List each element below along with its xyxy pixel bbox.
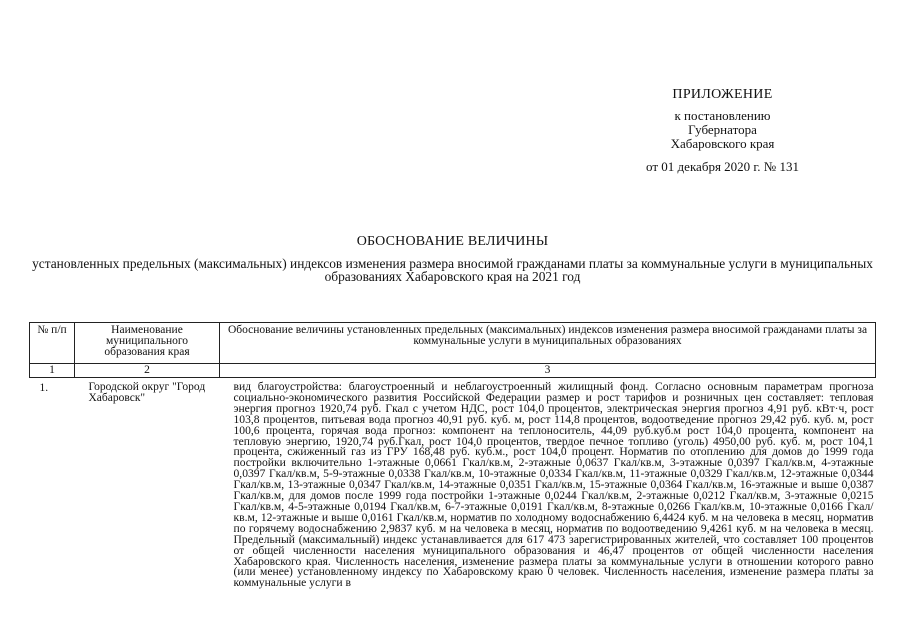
justification-table bbox=[29, 322, 876, 590]
document-heading: ОБОСНОВАНИЕ ВЕЛИЧИНЫ bbox=[356, 234, 549, 249]
column-number-3: 3 bbox=[220, 364, 876, 378]
column-number-1: 1 bbox=[30, 364, 75, 378]
row-number: 1. bbox=[39, 382, 49, 394]
column-number-2: 2 bbox=[75, 364, 220, 378]
table-header-row bbox=[30, 323, 876, 364]
appendix-line-region: Хабаровского края bbox=[670, 136, 775, 151]
appendix-block bbox=[600, 88, 845, 174]
header-number: № п/п bbox=[30, 323, 75, 364]
document-subheading: установленных предельных (максимальных) индексов изменения размера вносимой гражданами платы за коммунальные услуги в муниципальных образованиях Хабаровского края на 2021 год bbox=[32, 256, 873, 284]
row-justification-text: вид благоустройства: благоустроенный и неблагоустроенный жилищный фонд. Согласно основным параметрам прогноза социально-экономического развития Российской Федерации размер и рост тарифов и розничных цен составляет: тепловая энергия прогноз 1920,74 руб. Гкал с учетом НДС, рост 104,0 процентов, электрическая энергия прогноз 4,91 руб. кВт·ч, рост 103,8 процентов, питьевая вода прогноз 40,91 руб. куб. м, рост 114,8 процентов, водоотведение прогноз 29,42 руб. куб. м, рост 100,6 процента, горячая вода прогноз: компонент на теплоноситель, 44,09 руб.куб.м рост 104,0 процента, компонент на тепловую энергию, 1920,74 руб.Гкал, рост 104,0 процентов, твердое печное топливо (уголь) 4950,00 руб. куб. м, рост 104,1 процента, сжиженный газ из ГРУ 168,48 руб. куб.м., рост 104,0 процент. Норматив по отоплению для домов до 1999 года постройки включительно 1-этажные 0,0661 Гкал/кв.м, 2-этажные 0,0637 Гкал/кв.м, 3-этажные 0,0397 Гкал/кв.м, 4-этажные 0,0397 Гкал/кв.м, 5-9-этажные 0,0338 Гкал/кв.м, 10-этажные 0,0334 Гкал/кв.м, 11-этажные 0,0329 Гкал/кв.м, 12-этажные 0,0344 Гкал/кв.м, 13-этажные 0,0347 Гкал/кв.м, 14-этажные 0,0351 Гкал/кв.м, 15-этажные 0,0364 Гкал/кв.м, 16-этажные и выше 0,0387 Гкал/кв.м, для домов после 1999 года постройки 1-этажные 0,0244 Гкал/кв.м, 2-этажные 0,0212 Гкал/кв.м, 3-этажные 0,0215 Гкал/кв.м, 4-5-этажные 0,0194 Гкал/кв.м, 6-7-этажные 0,0191 Гкал/кв.м, 8-этажные 0,0266 Гкал/кв.м, 10-этажные 0,0166 Гкал/кв.м, 12-этажные и выше 0,0161 Гкал/кв.м, норматив по холодному водоснабжению 6,4424 куб. м на человека в месяц, норматив по горячему водоснабжению 2,9837 куб. м на человека в месяц, норматив по водоотведению 9,4261 куб. м на человека в месяц. Предельный (максимальный) индекс устанавливается для 617 473 зарегистрированных жителей, что составляет 100 процентов от общей численности населения муниципального образования и 46,47 процентов от общей численности населения Хабаровского края. Численность населения, изменение размера платы за коммунальные услуги в отношении которого равно (или менее) установленному индексу по Хабаровскому краю 0 человек. Численность населения, изменение размера платы за коммунальные услуги в bbox=[233, 380, 874, 590]
appendix-line-governor: Губернатора bbox=[688, 122, 757, 137]
table-row bbox=[30, 378, 876, 591]
appendix-title: ПРИЛОЖЕНИЕ bbox=[672, 87, 773, 102]
header-justification: Обоснование величины установленных предельных (максимальных) индексов изменения размера вносимой гражданами платы за коммунальные услуги в муниципальных образованиях bbox=[220, 323, 876, 364]
column-number-row bbox=[30, 364, 876, 378]
header-municipality: Наименование муниципального образования края bbox=[75, 323, 220, 364]
appendix-line-date: от 01 декабря 2020 г. № 131 bbox=[646, 159, 799, 174]
row-municipality-name: Городской округ "Город Хабаровск" bbox=[88, 381, 206, 404]
appendix-line-decree: к постановлению bbox=[674, 108, 771, 123]
